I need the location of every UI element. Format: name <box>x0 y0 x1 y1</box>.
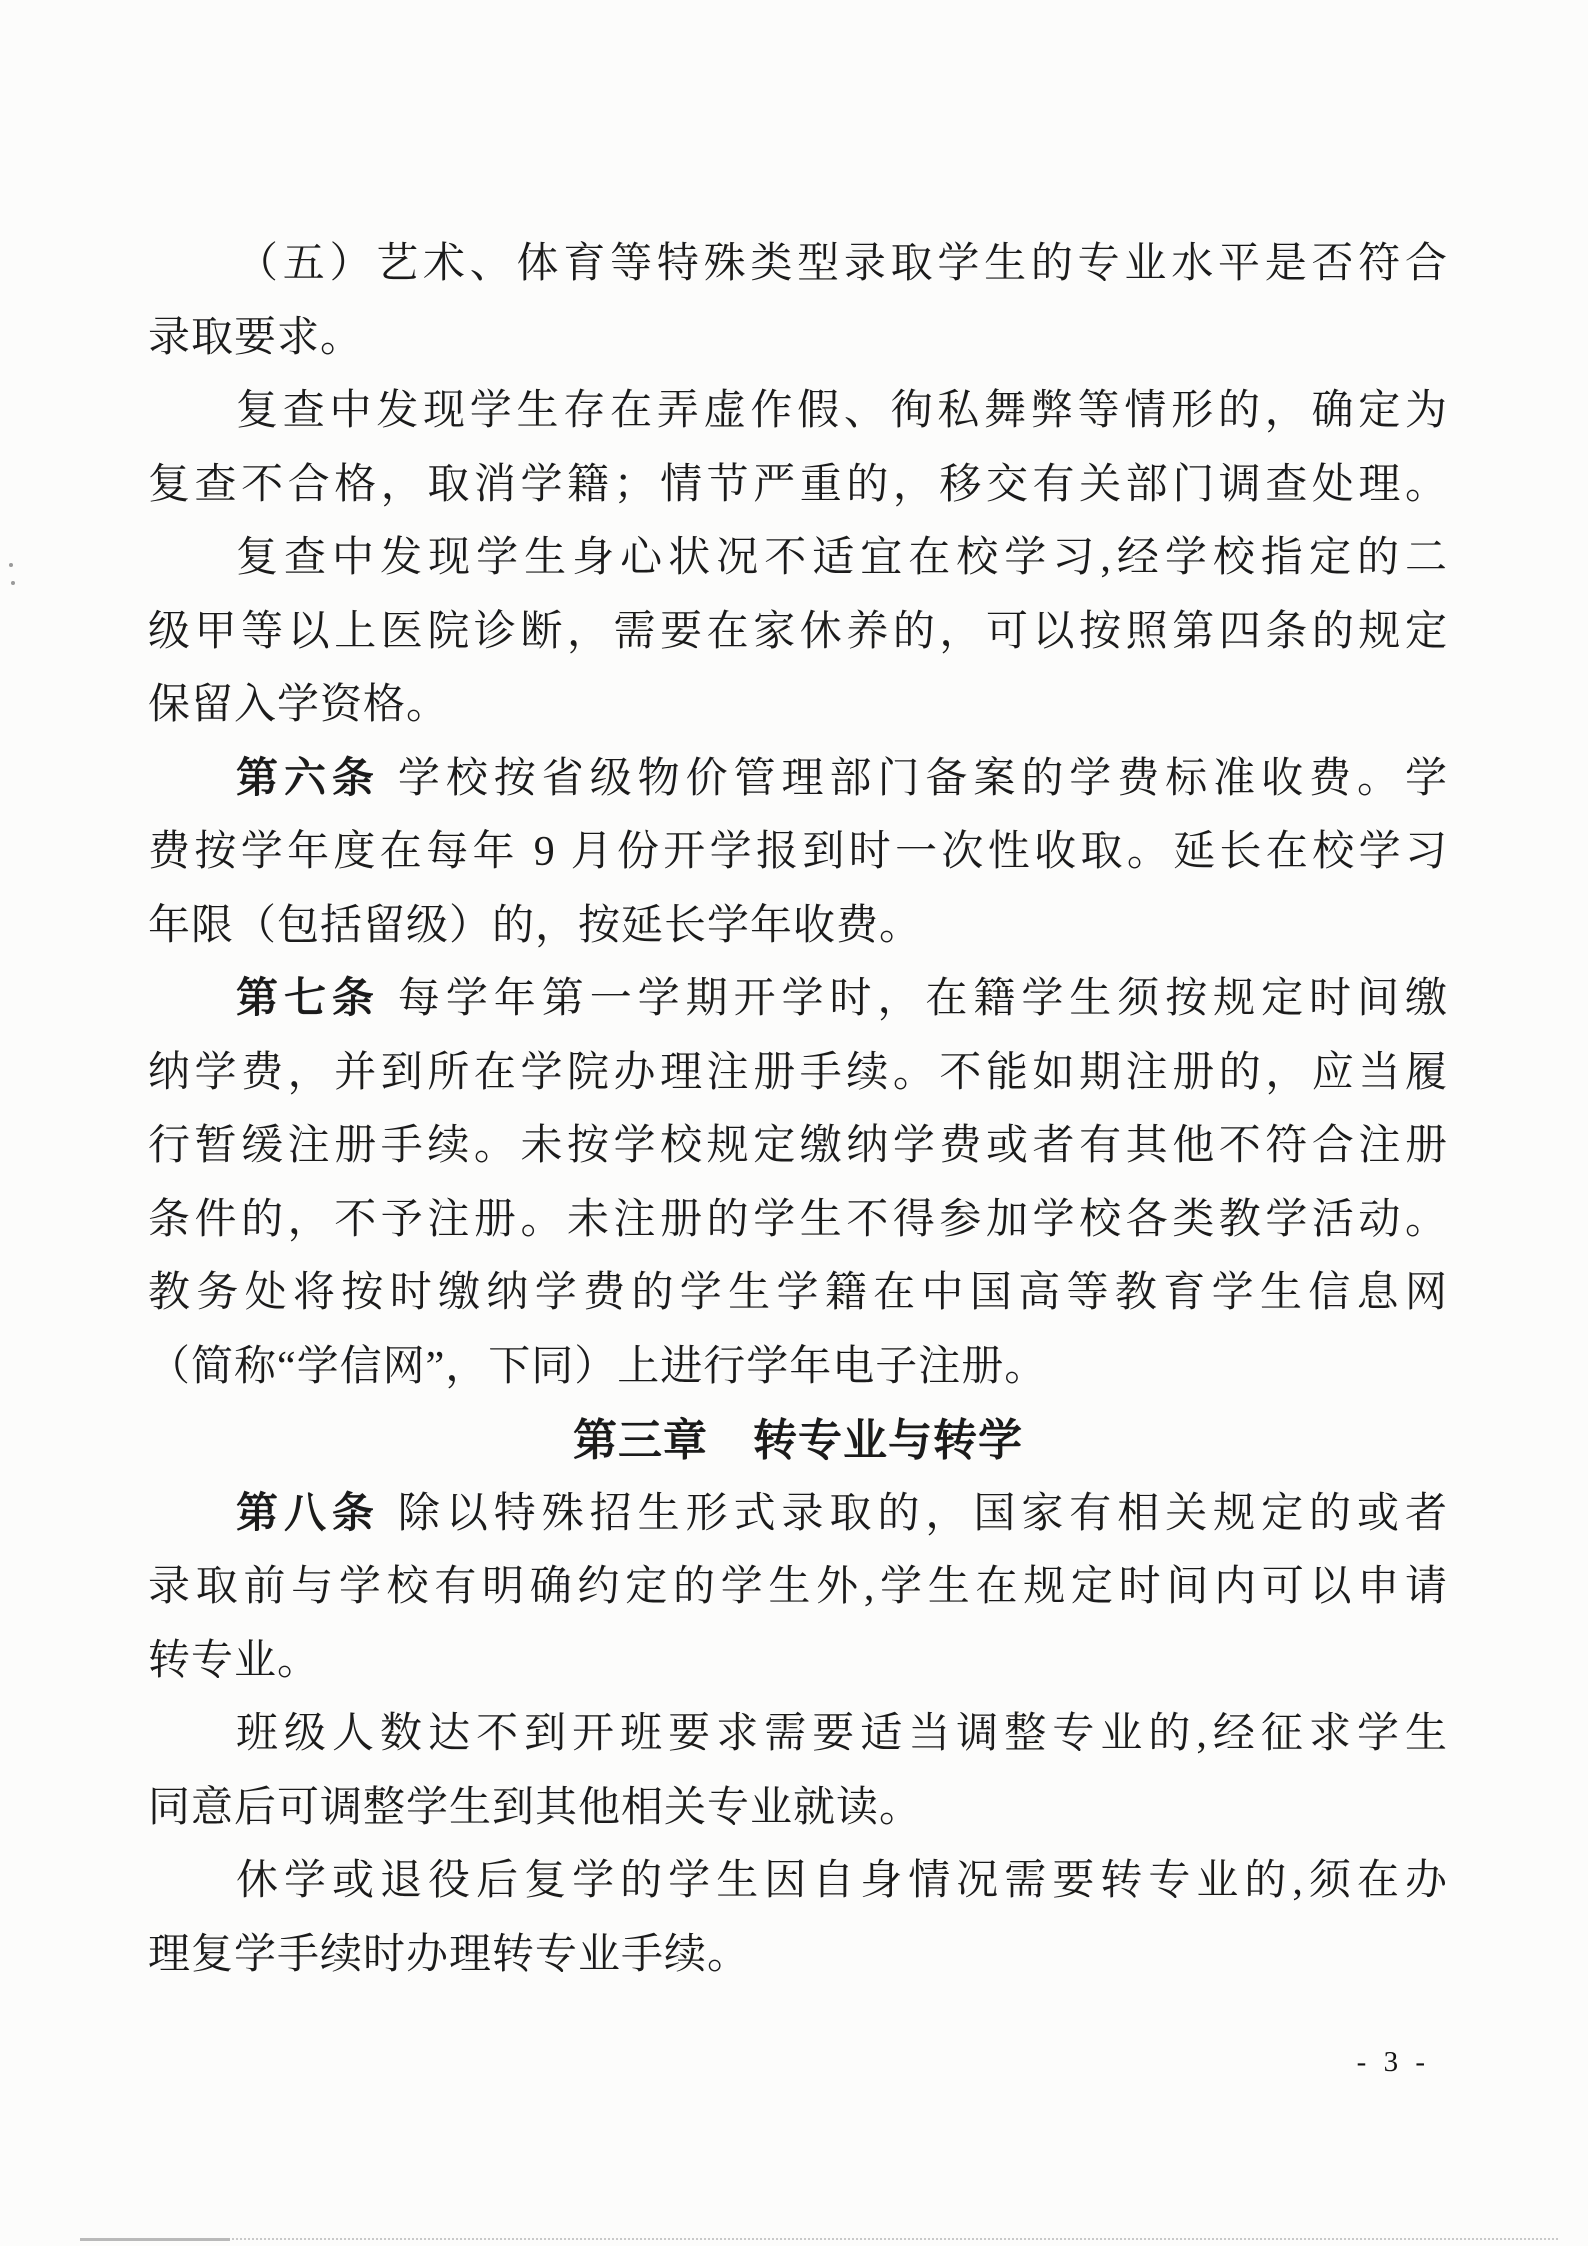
scan-artifact-speckle <box>9 563 13 567</box>
article-number: 第七条 <box>236 976 380 1022</box>
text-line: 行暂缓注册手续。未按学校规定缴纳学费或者有其他不符合注册 <box>148 1123 1448 1169</box>
text-line: 费按学年度在每年 9 月份开学报到时一次性收取。延长在校学习 <box>148 829 1448 875</box>
text-line: 理复学手续时办理转专业手续。 <box>148 1931 751 1978</box>
page-number: - 3 - <box>1356 2046 1430 2078</box>
text-line: （简称“学信网”，下同）上进行学年电子注册。 <box>148 1343 1048 1390</box>
text-line: 纳学费，并到所在学院办理注册手续。不能如期注册的，应当履 <box>148 1049 1448 1096</box>
scan-artifact-speckle <box>11 581 15 585</box>
text-line: 休学或退役后复学的学生因自身情况需要转专业的,须在办 <box>236 1858 1448 1904</box>
text-line: 年限（包括留级）的，按延长学年收费。 <box>148 902 923 949</box>
text-line: 录取要求。 <box>148 314 364 361</box>
line-text: 每学年第一学期开学时，在籍学生须按规定时间缴 <box>397 976 1448 1022</box>
text-line: 复查中发现学生存在弄虚作假、徇私舞弊等情形的，确定为 <box>236 388 1448 434</box>
article-number: 第六条 <box>236 755 380 802</box>
text-line: 班级人数达不到开班要求需要适当调整专业的,经征求学生 <box>236 1711 1448 1757</box>
text-line: 转专业。 <box>148 1637 321 1684</box>
text-line: 录取前与学校有明确约定的学生外,学生在规定时间内可以申请 <box>148 1564 1448 1610</box>
text-line: 级甲等以上医院诊断，需要在家休养的，可以按照第四条的规定 <box>148 608 1448 655</box>
line-text: 学校按省级物价管理部门备案的学费标准收费。学 <box>397 755 1448 802</box>
text-line: 教务处将按时缴纳学费的学生学籍在中国高等教育学生信息网 <box>148 1270 1448 1316</box>
scan-artifact-bottom-dark <box>80 2238 230 2241</box>
text-line <box>148 1478 1448 1552</box>
document-body <box>148 228 1448 1992</box>
text-line: 条件的，不予注册。未注册的学生不得参加学校各类教学活动。 <box>148 1196 1448 1243</box>
text-line: 同意后可调整学生到其他相关专业就读。 <box>148 1784 923 1831</box>
text-line <box>148 743 1448 817</box>
text-line: 复查中发现学生身心状况不适宜在校学习,经学校指定的二 <box>236 535 1448 581</box>
text-line: （五）艺术、体育等特殊类型录取学生的专业水平是否符合 <box>236 241 1448 287</box>
line-text: 除以特殊招生形式录取的，国家有相关规定的或者 <box>397 1490 1448 1537</box>
article-number: 第八条 <box>236 1490 380 1537</box>
chapter-heading: 第三章 转专业与转学 <box>573 1416 1023 1465</box>
text-line <box>148 963 1448 1037</box>
text-line: 保留入学资格。 <box>148 682 450 728</box>
text-line: 复查不合格，取消学籍；情节严重的，移交有关部门调查处理。 <box>148 461 1448 508</box>
scan-artifact-bottom-line <box>80 2238 1558 2240</box>
